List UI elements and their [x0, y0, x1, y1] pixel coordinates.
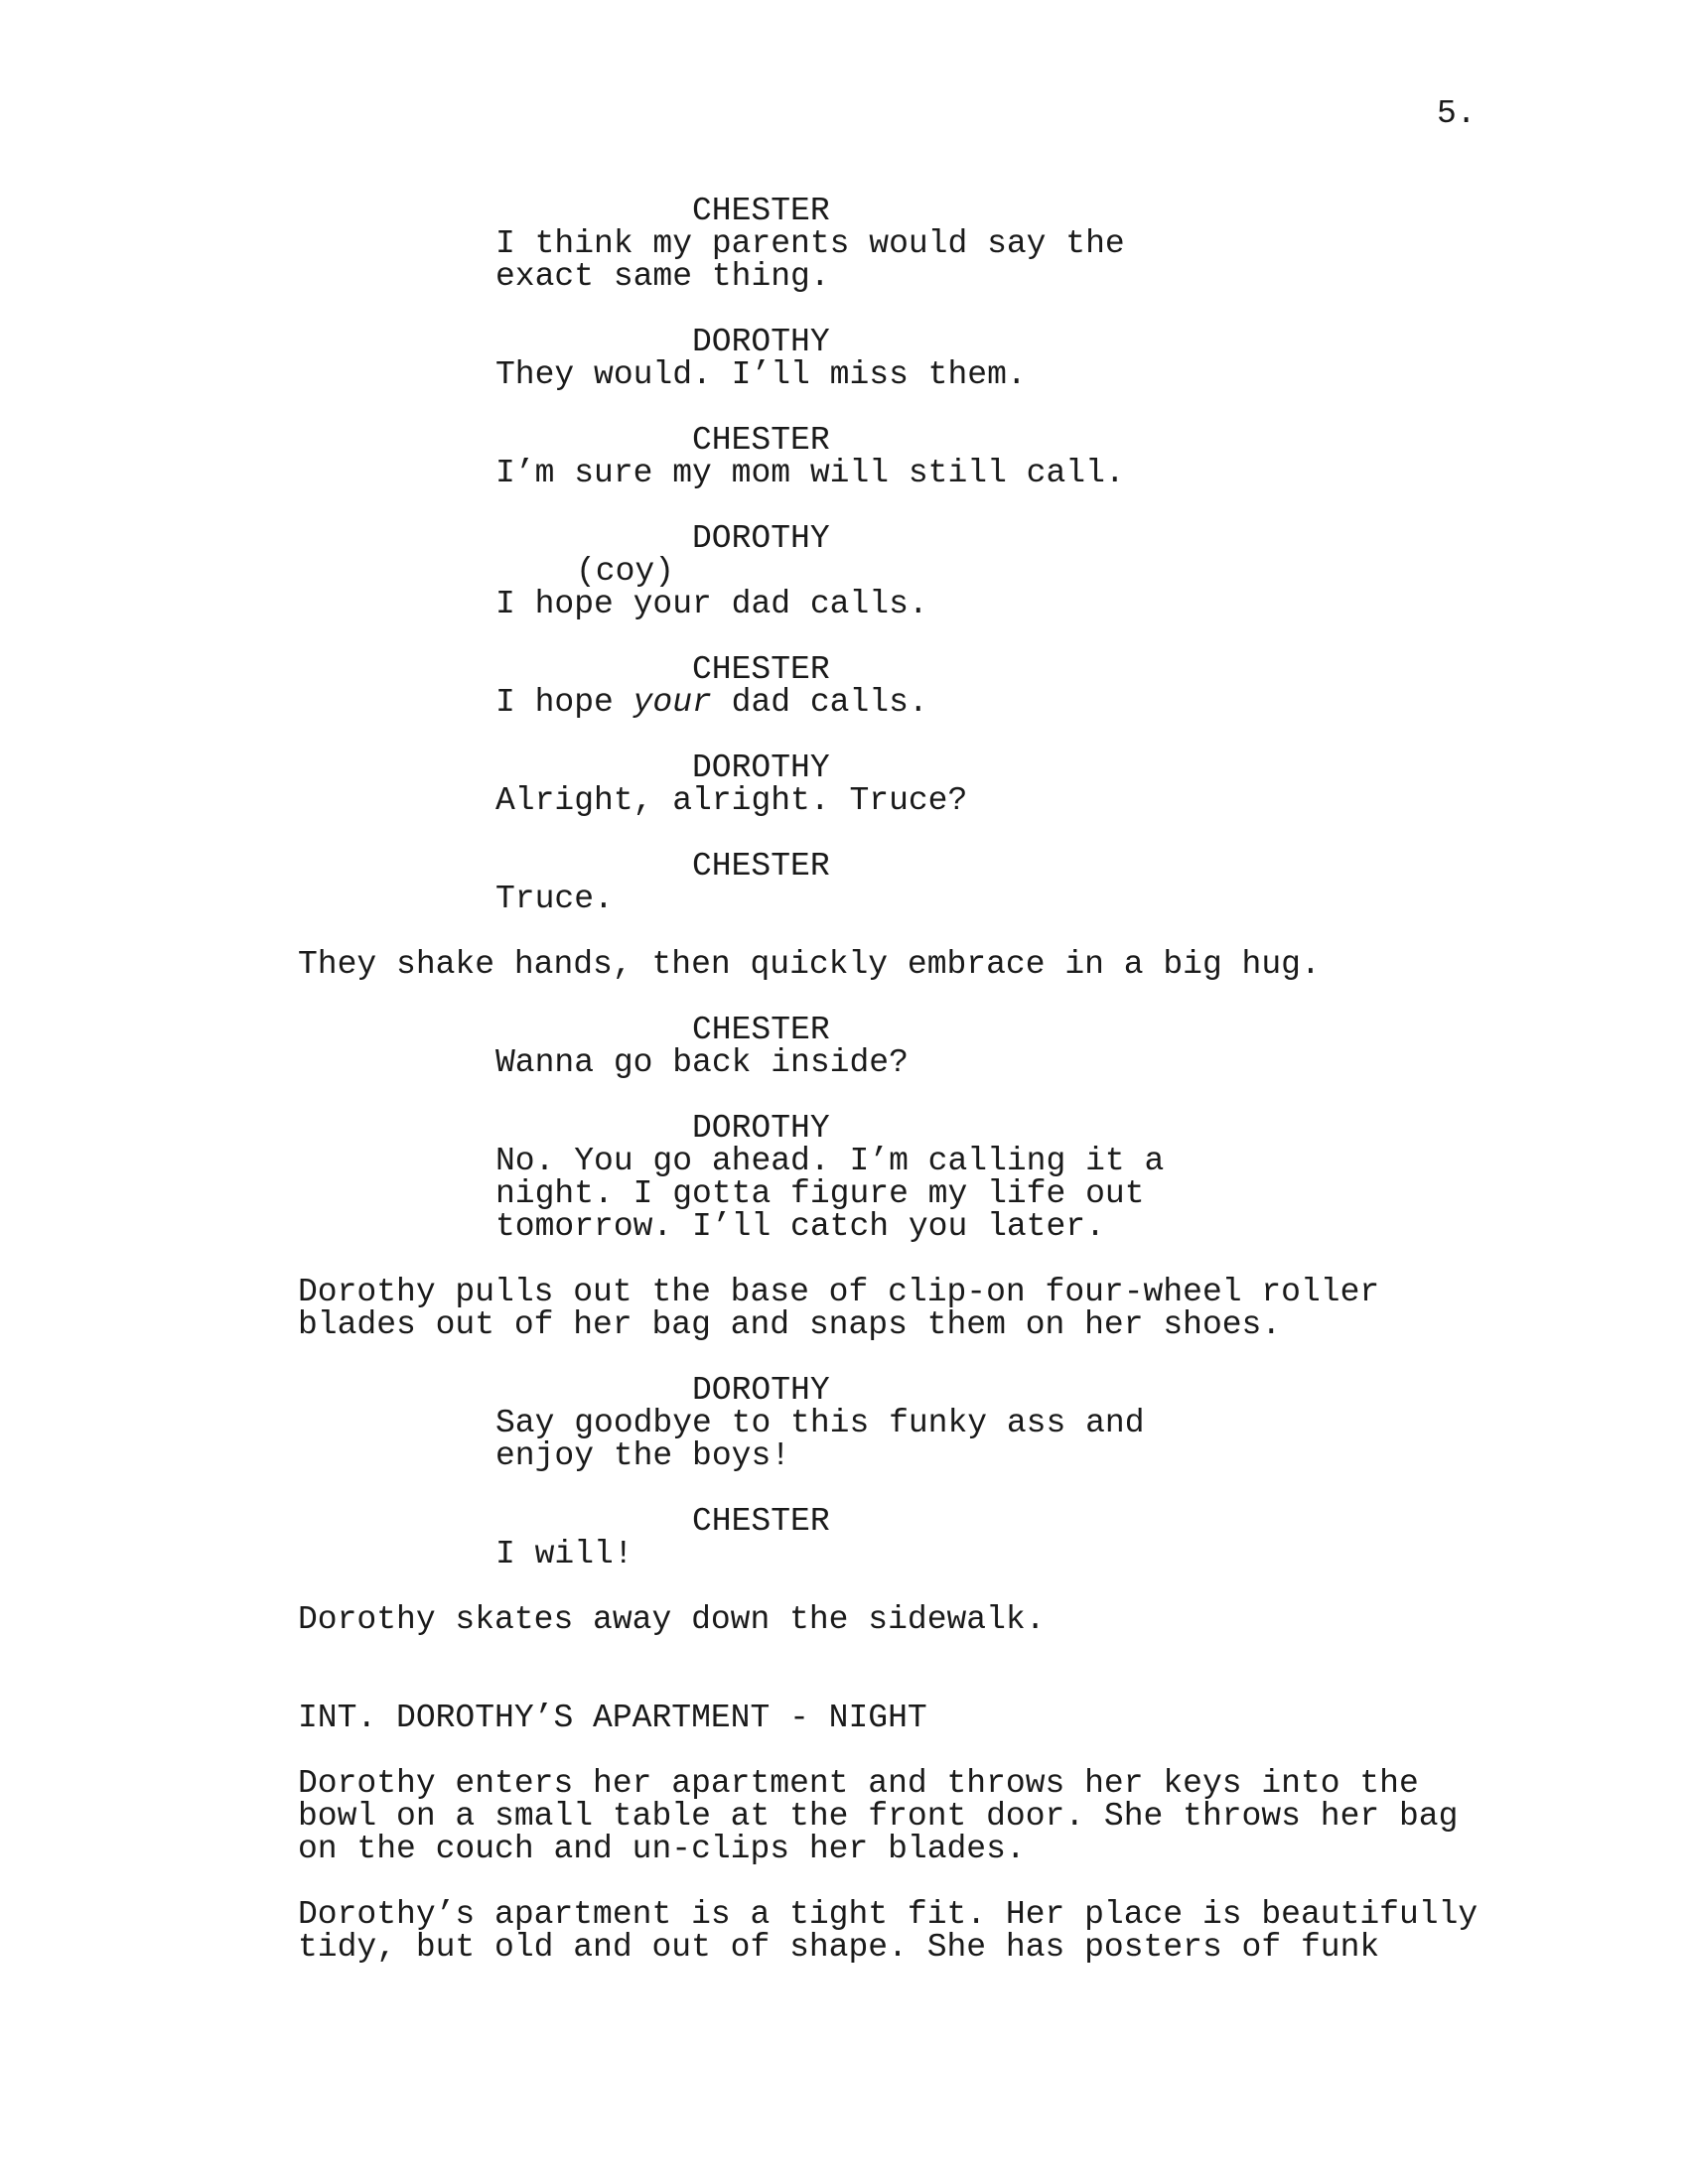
- character-cue: DOROTHY: [692, 1110, 830, 1147]
- character-cue: DOROTHY: [692, 750, 830, 786]
- dialogue-line: They would. I’ll miss them.: [495, 356, 1027, 393]
- dialogue-line: Say goodbye to this funky ass and: [495, 1405, 1145, 1441]
- dialogue-line: Truce.: [495, 881, 614, 917]
- dialogue-line: I’m sure my mom will still call.: [495, 455, 1125, 491]
- dialogue-line: Alright, alright. Truce?: [495, 782, 968, 819]
- action-line: Dorothy pulls out the base of clip-on four-wheel roller: [298, 1274, 1380, 1310]
- dialogue-line: Wanna go back inside?: [495, 1044, 909, 1081]
- character-cue: CHESTER: [692, 422, 830, 459]
- character-cue: DOROTHY: [692, 324, 830, 360]
- character-cue: CHESTER: [692, 1012, 830, 1048]
- emphasis-text: your: [633, 684, 712, 721]
- character-cue: CHESTER: [692, 193, 830, 229]
- action-line: blades out of her bag and snaps them on her shoes.: [298, 1306, 1282, 1343]
- dialogue-line: tomorrow. I’ll catch you later.: [495, 1208, 1105, 1245]
- dialogue-line: I will!: [495, 1536, 633, 1572]
- dialogue-line: [495, 686, 928, 719]
- action-line: Dorothy skates away down the sidewalk.: [298, 1601, 1046, 1638]
- dialogue-line: enjoy the boys!: [495, 1437, 791, 1474]
- character-cue: DOROTHY: [692, 520, 830, 557]
- character-cue: CHESTER: [692, 1503, 830, 1540]
- page-number: 5.: [1437, 95, 1477, 132]
- character-cue: CHESTER: [692, 651, 830, 688]
- scene-heading: INT. DOROTHY’S APARTMENT - NIGHT: [298, 1700, 927, 1736]
- action-line: Dorothy enters her apartment and throws her keys into the: [298, 1765, 1419, 1802]
- dialogue-line: night. I gotta figure my life out: [495, 1175, 1145, 1212]
- dialogue-line: exact same thing.: [495, 258, 830, 295]
- action-line: bowl on a small table at the front door. She throws her bag: [298, 1798, 1459, 1835]
- action-line: They shake hands, then quickly embrace in a big hug.: [298, 946, 1321, 983]
- parenthetical: (coy): [576, 553, 675, 590]
- dialogue-text: I hope: [495, 684, 633, 721]
- dialogue-text: dad calls.: [711, 684, 928, 721]
- action-line: on the couch and un-clips her blades.: [298, 1831, 1026, 1867]
- dialogue-line: I hope your dad calls.: [495, 586, 928, 622]
- character-cue: DOROTHY: [692, 1372, 830, 1409]
- action-line: Dorothy’s apartment is a tight fit. Her place is beautifully: [298, 1896, 1478, 1933]
- character-cue: CHESTER: [692, 848, 830, 885]
- dialogue-line: No. You go ahead. I’m calling it a: [495, 1143, 1165, 1179]
- action-line: tidy, but old and out of shape. She has posters of funk: [298, 1929, 1380, 1966]
- dialogue-line: I think my parents would say the: [495, 225, 1125, 262]
